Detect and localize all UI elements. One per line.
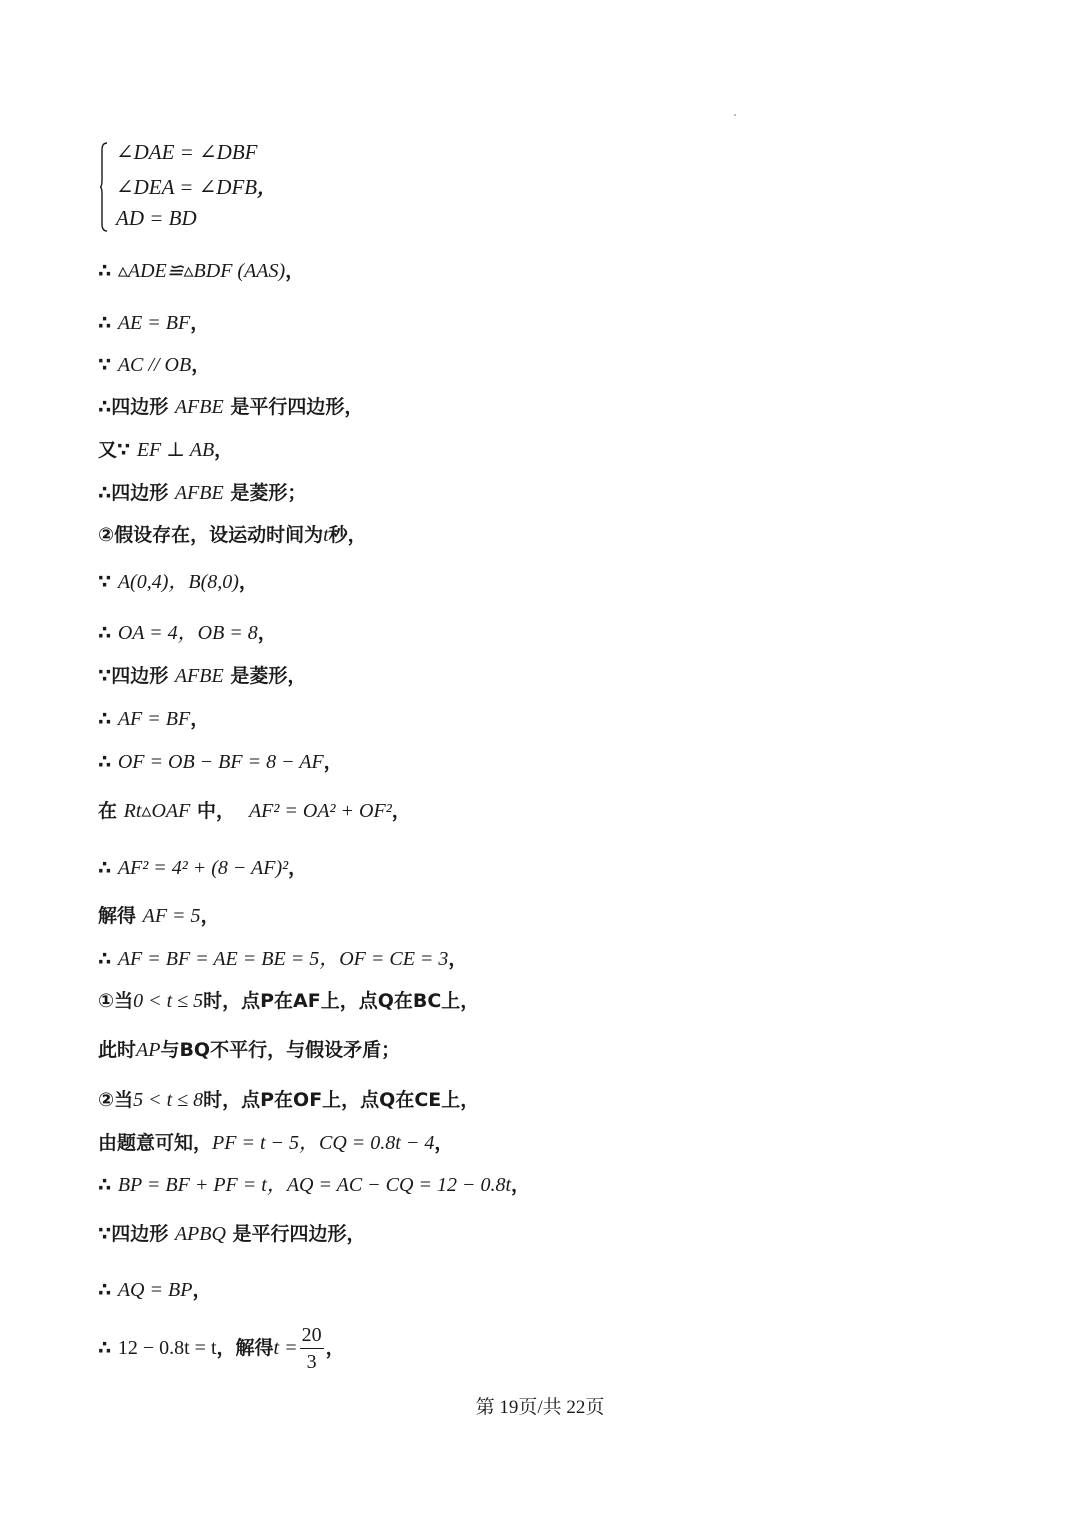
- proof-line-prefix: 此时: [98, 1039, 137, 1061]
- proof-line-math: AP: [136, 1039, 161, 1061]
- proof-line-math: PF = t − 5，CQ = 0.8t − 4: [212, 1132, 435, 1154]
- system-row-2: [116, 173, 276, 200]
- proof-line-suffix: 是菱形，: [223, 665, 307, 687]
- proof-line-suffix: ，: [238, 571, 258, 593]
- fraction-20-3: [300, 1322, 324, 1375]
- proof-line-math: APBQ: [174, 1223, 226, 1245]
- proof-line: [98, 310, 209, 335]
- final-suffix: ，: [325, 1337, 345, 1359]
- proof-line-prefix: ∴四边形: [98, 396, 175, 418]
- system-row-2-tail: ，: [257, 177, 277, 199]
- proof-line-prefix: ∴: [98, 1279, 118, 1301]
- proof-line-suffix: 与BQ不平行，与假设矛盾；: [160, 1039, 401, 1061]
- system-row-1: ∠DAE = ∠DBF: [116, 140, 258, 164]
- proof-line-suffix: 时，点P在OF上，点Q在CE上，: [203, 1089, 480, 1111]
- proof-line-suffix: 是平行四边形，: [225, 1223, 366, 1245]
- proof-line-suffix: ，: [257, 622, 277, 644]
- proof-line-math: Rt▵OAF: [123, 800, 191, 822]
- scan-speck: [734, 114, 736, 116]
- proof-line-math: AQ = BP: [117, 1279, 193, 1301]
- proof-line-suffix: 是平行四边形，: [223, 396, 364, 418]
- proof-line-math: AFBE: [174, 396, 224, 418]
- proof-line-math: OA = 4，OB = 8: [117, 622, 258, 644]
- proof-line-prefix: ∴: [98, 857, 118, 879]
- proof-line: [98, 1037, 400, 1062]
- proof-line-prefix: ②当: [98, 1089, 134, 1111]
- proof-line-prefix: ∴: [98, 622, 118, 644]
- proof-line-math: 5 < t ≤ 8: [133, 1089, 204, 1111]
- proof-line-suffix: ，: [434, 1132, 454, 1154]
- proof-line: [98, 749, 343, 774]
- proof-line-math: AF² = 4² + (8 − AF)²: [117, 857, 289, 879]
- proof-line: [98, 437, 233, 462]
- pythagorean-equation-tail: ，: [391, 800, 411, 822]
- fraction-denominator: 3: [306, 1351, 317, 1373]
- proof-line-math: t: [323, 524, 329, 546]
- proof-line-math: AF = 5: [142, 905, 201, 927]
- proof-line: [98, 620, 277, 645]
- proof-line: [98, 522, 367, 547]
- proof-line-math: AC // OB: [117, 354, 192, 376]
- left-brace-icon: [100, 142, 108, 232]
- proof-line-prefix: ∴: [98, 751, 118, 773]
- proof-line-math: BP = BF + PF = t，AQ = AC − CQ = 12 − 0.8t: [117, 1174, 512, 1196]
- equation-system: [100, 138, 300, 238]
- proof-line-prefix: ∵四边形: [98, 1223, 175, 1245]
- proof-line-prefix: ∴: [98, 1174, 118, 1196]
- proof-line: [98, 1130, 453, 1155]
- proof-line-suffix: ，: [190, 708, 210, 730]
- proof-line-math: AFBE: [174, 482, 224, 504]
- final-math: 12 − 0.8t = t: [117, 1337, 217, 1359]
- proof-line-suffix: ，: [323, 751, 343, 773]
- proof-line-prefix: ①当: [98, 990, 134, 1012]
- proof-line-math: 0 < t ≤ 5: [133, 990, 204, 1012]
- proof-line-suffix: ，: [288, 857, 308, 879]
- proof-line: [98, 394, 363, 419]
- proof-line: [98, 1221, 366, 1246]
- proof-line-suffix: ，: [200, 905, 220, 927]
- proof-line-prefix: 由题意可知，: [98, 1132, 213, 1154]
- pythagorean-equation: AF² = OA² + OF²: [248, 800, 392, 822]
- proof-line-suffix: 时，点P在AF上，点Q在BC上，: [203, 990, 480, 1012]
- proof-line: [98, 480, 306, 505]
- proof-line: [98, 988, 479, 1013]
- proof-line-prefix: 又∵: [98, 439, 137, 461]
- proof-line: [98, 946, 467, 971]
- page-footer: 第 19页/共 22页: [475, 1397, 605, 1418]
- system-row-2-eq: ∠DEA = ∠DFB: [116, 175, 258, 199]
- proof-line: [98, 798, 411, 823]
- proof-line-math: EF ⊥ AB: [136, 439, 215, 461]
- final-prefix: ∴: [98, 1337, 118, 1359]
- proof-line-math: A(0,4)，B(8,0): [117, 571, 239, 593]
- proof-line-suffix: ，: [285, 260, 305, 282]
- proof-line-prefix: ∵: [98, 571, 118, 593]
- proof-line-prefix: 在: [98, 800, 124, 822]
- proof-line: [98, 663, 306, 688]
- proof-line-prefix: 解得: [98, 905, 143, 927]
- proof-line-suffix: ，: [192, 1279, 212, 1301]
- proof-line-math: AF = BF = AE = BE = 5，OF = CE = 3: [117, 948, 449, 970]
- proof-line-suffix: 是菱形；: [223, 482, 307, 504]
- proof-line-prefix: ∴: [98, 260, 118, 282]
- proof-line-math: AF = BF: [117, 708, 191, 730]
- fraction-numerator: 20: [300, 1322, 324, 1349]
- final-mid: ，解得: [216, 1337, 274, 1359]
- proof-line-prefix: ∴: [98, 708, 118, 730]
- proof-line-math: AFBE: [174, 665, 224, 687]
- proof-line-prefix: ∵: [98, 354, 118, 376]
- proof-line-suffix: 秒，: [328, 524, 367, 546]
- proof-line-suffix: ，: [191, 354, 211, 376]
- proof-line-suffix: ，: [511, 1174, 531, 1196]
- proof-line: [98, 1087, 479, 1112]
- proof-line-suffix: ，: [448, 948, 468, 970]
- final-line: [98, 1322, 345, 1375]
- system-row-3: AD = BD: [116, 206, 197, 230]
- proof-line: [98, 706, 209, 731]
- proof-line: [98, 903, 220, 928]
- final-t-eq: t =: [273, 1337, 298, 1359]
- proof-line-suffix: ，: [214, 439, 234, 461]
- proof-line-math: OF = OB − BF = 8 − AF: [117, 751, 324, 773]
- proof-line: [98, 1277, 211, 1302]
- proof-line-suffix: 中，: [190, 800, 235, 822]
- proof-line-prefix: ∴: [98, 312, 118, 334]
- proof-line-prefix: ∴: [98, 948, 118, 970]
- proof-line: [98, 569, 258, 594]
- proof-line-prefix: ∴四边形: [98, 482, 175, 504]
- proof-line: [98, 258, 304, 283]
- proof-line-suffix: ，: [190, 312, 210, 334]
- proof-line-math: ▵ADE≌▵BDF (AAS): [117, 260, 286, 282]
- proof-line: [98, 855, 307, 880]
- proof-line: [98, 1172, 530, 1197]
- proof-line-prefix: ∵四边形: [98, 665, 175, 687]
- proof-line-prefix: ②假设存在，设运动时间为: [98, 524, 324, 546]
- proof-line-math: AE = BF: [117, 312, 191, 334]
- proof-line: [98, 352, 210, 377]
